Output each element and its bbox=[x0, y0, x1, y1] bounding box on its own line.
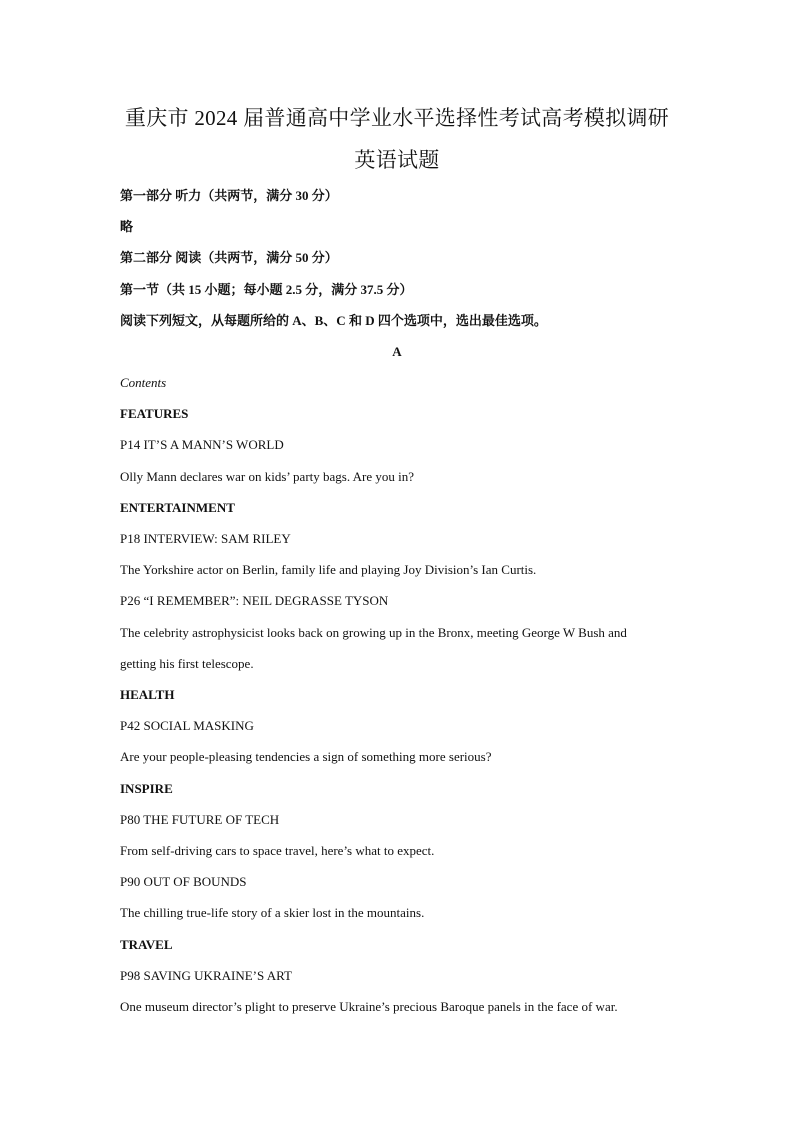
features-item-title: P14 IT’S A MANN’S WORLD bbox=[120, 437, 284, 452]
entertainment-item2-desc-line2: getting his first telescope. bbox=[120, 656, 254, 671]
category-inspire: INSPIRE bbox=[120, 781, 173, 796]
health-item-desc: Are your people-pleasing tendencies a sign of something more serious? bbox=[120, 749, 492, 764]
inspire-item2-title: P90 OUT OF BOUNDS bbox=[120, 874, 247, 889]
part1-heading: 第一部分 听力（共两节，满分 30 分） bbox=[120, 188, 338, 203]
passage-label: A bbox=[392, 344, 402, 359]
instruction-text: 阅读下列短文，从每题所给的 A、B、C 和 D 四个选项中，选出最佳选项。 bbox=[120, 313, 547, 328]
features-item-desc: Olly Mann declares war on kids’ party bags. Are you in? bbox=[120, 469, 414, 484]
travel-item-desc: One museum director’s plight to preserve Ukraine’s precious Baroque panels in the face of war. bbox=[120, 999, 618, 1014]
category-health: HEALTH bbox=[120, 687, 175, 702]
exam-subtitle: 英语试题 bbox=[354, 148, 440, 172]
category-features: FEATURES bbox=[120, 406, 189, 421]
category-entertainment: ENTERTAINMENT bbox=[120, 500, 235, 515]
entertainment-item2-desc-line1: The celebrity astrophysicist looks back on growing up in the Bronx, meeting George W Bush and bbox=[120, 625, 627, 640]
part1-note: 略 bbox=[120, 219, 134, 234]
contents-heading: Contents bbox=[120, 375, 167, 390]
section1-heading: 第一节（共 15 小题；每小题 2.5 分，满分 37.5 分） bbox=[120, 282, 413, 297]
health-item-title: P42 SOCIAL MASKING bbox=[120, 718, 254, 733]
exam-title: 重庆市 2024 届普通高中学业水平选择性考试高考模拟调研 bbox=[124, 106, 670, 130]
inspire-item2-desc: The chilling true-life story of a skier lost in the mountains. bbox=[120, 905, 425, 920]
entertainment-item2-title: P26 “I REMEMBER”: NEIL DEGRASSE TYSON bbox=[120, 593, 389, 608]
category-travel: TRAVEL bbox=[120, 937, 173, 952]
travel-item-title: P98 SAVING UKRAINE’S ART bbox=[120, 968, 292, 983]
entertainment-item1-title: P18 INTERVIEW: SAM RILEY bbox=[120, 531, 291, 546]
inspire-item1-desc: From self-driving cars to space travel, here’s what to expect. bbox=[120, 843, 435, 858]
inspire-item1-title: P80 THE FUTURE OF TECH bbox=[120, 812, 280, 827]
entertainment-item1-desc: The Yorkshire actor on Berlin, family life and playing Joy Division’s Ian Curtis. bbox=[120, 562, 537, 577]
part2-heading: 第二部分 阅读（共两节，满分 50 分） bbox=[120, 250, 338, 265]
